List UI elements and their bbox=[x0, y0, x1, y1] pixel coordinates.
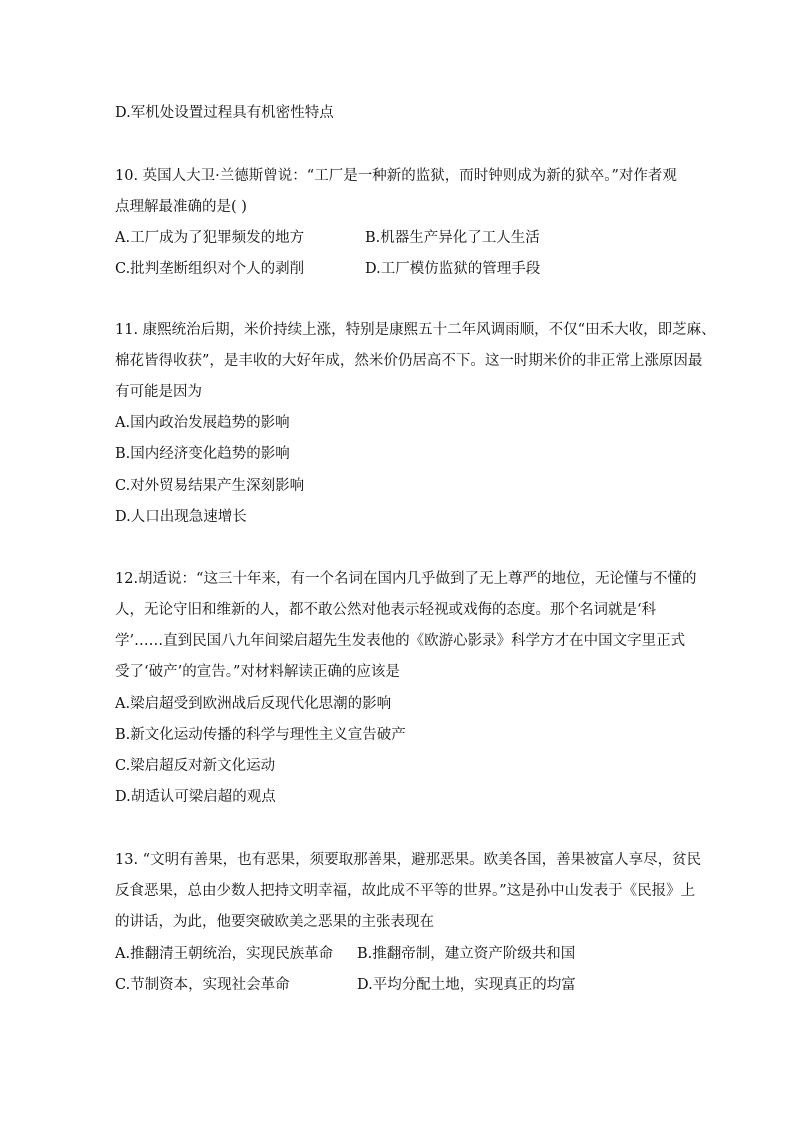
question-11-option-a: A.国内政治发展趋势的影响 bbox=[115, 415, 290, 431]
question-10-option-c: C.批判垄断组织对个人的剥削 bbox=[115, 261, 305, 277]
question-12-option-b: B.新文化运动传播的科学与理性主义宣告破产 bbox=[115, 727, 406, 743]
question-13-option-b: B.推翻帝制，建立资产阶级共和国 bbox=[357, 946, 576, 962]
question-10-option-d: D.工厂模仿监狱的管理手段 bbox=[365, 261, 541, 277]
question-12-stem-line-2: 人，无论守旧和维新的人，都不敢公然对他表示轻视或戏侮的态度。那个名词就是‘科 bbox=[115, 602, 657, 618]
question-10-option-b: B.机器生产异化了工人生活 bbox=[365, 230, 540, 246]
question-11-stem-line-3: 有可能是因为 bbox=[115, 384, 202, 400]
question-13-option-d: D.平均分配土地，实现真正的均富 bbox=[357, 977, 576, 993]
question-11-stem-line-2: 棉花皆得收获”，是丰收的大好年成，然米价仍居高不下。这一时期米价的非正常上涨原因最 bbox=[115, 353, 703, 369]
question-13-stem-line-2: 反食恶果，总由少数人把持文明幸福，故此成不平等的世界。”这是孙中山发表于《民报》上 bbox=[115, 883, 696, 899]
question-13-stem-line-3: 的讲话，为此，他要突破欧美之恶果的主张表现在 bbox=[115, 914, 434, 930]
question-13-option-a: A.推翻清王朝统治，实现民族革命 bbox=[115, 946, 334, 962]
question-12-option-d: D.胡适认可梁启超的观点 bbox=[115, 789, 276, 805]
question-12-stem-line-4: 受了‘破产’的宣告。”对材料解读正确的应该是 bbox=[115, 664, 400, 680]
question-11-option-b: B.国内经济变化趋势的影响 bbox=[115, 446, 290, 462]
question-11-option-c: C.对外贸易结果产生深刻影响 bbox=[115, 478, 305, 494]
question-12-option-a: A.梁启超受到欧洲战后反现代化思潮的影响 bbox=[115, 696, 392, 712]
question-9-option-d: D.军机处设置过程具有机密性特点 bbox=[115, 105, 334, 121]
question-12-option-c: C.梁启超反对新文化运动 bbox=[115, 758, 276, 774]
question-10-stem-line-1: 10. 英国人大卫·兰德斯曾说：“工厂是一种新的监狱，而时钟则成为新的狱卒。”对作者观 bbox=[115, 168, 677, 184]
question-13-option-c: C.节制资本，实现社会革命 bbox=[115, 977, 290, 993]
question-10-stem-line-2: 点理解最准确的是( ) bbox=[115, 199, 247, 215]
question-11-stem-line-1: 11. 康熙统治后期，米价持续上涨，特别是康熙五十二年风调雨顺，不仅“田禾大收，即芝麻、 bbox=[115, 322, 716, 338]
question-13-stem-line-1: 13. “文明有善果，也有恶果，须要取那善果，避那恶果。欧美各国，善果被富人享尽，贫民 bbox=[115, 852, 702, 868]
question-12-stem-line-3: 学’……直到民国八九年间梁启超先生发表他的《欧游心影录》科学方才在中国文字里正式 bbox=[115, 633, 686, 649]
question-12-stem-line-1: 12.胡适说：“这三十年来，有一个名词在国内几乎做到了无上尊严的地位，无论懂与不懂的 bbox=[115, 571, 697, 587]
question-10-option-a: A.工厂成为了犯罪频发的地方 bbox=[115, 230, 305, 246]
question-11-option-d: D.人口出现急速增长 bbox=[115, 509, 247, 525]
